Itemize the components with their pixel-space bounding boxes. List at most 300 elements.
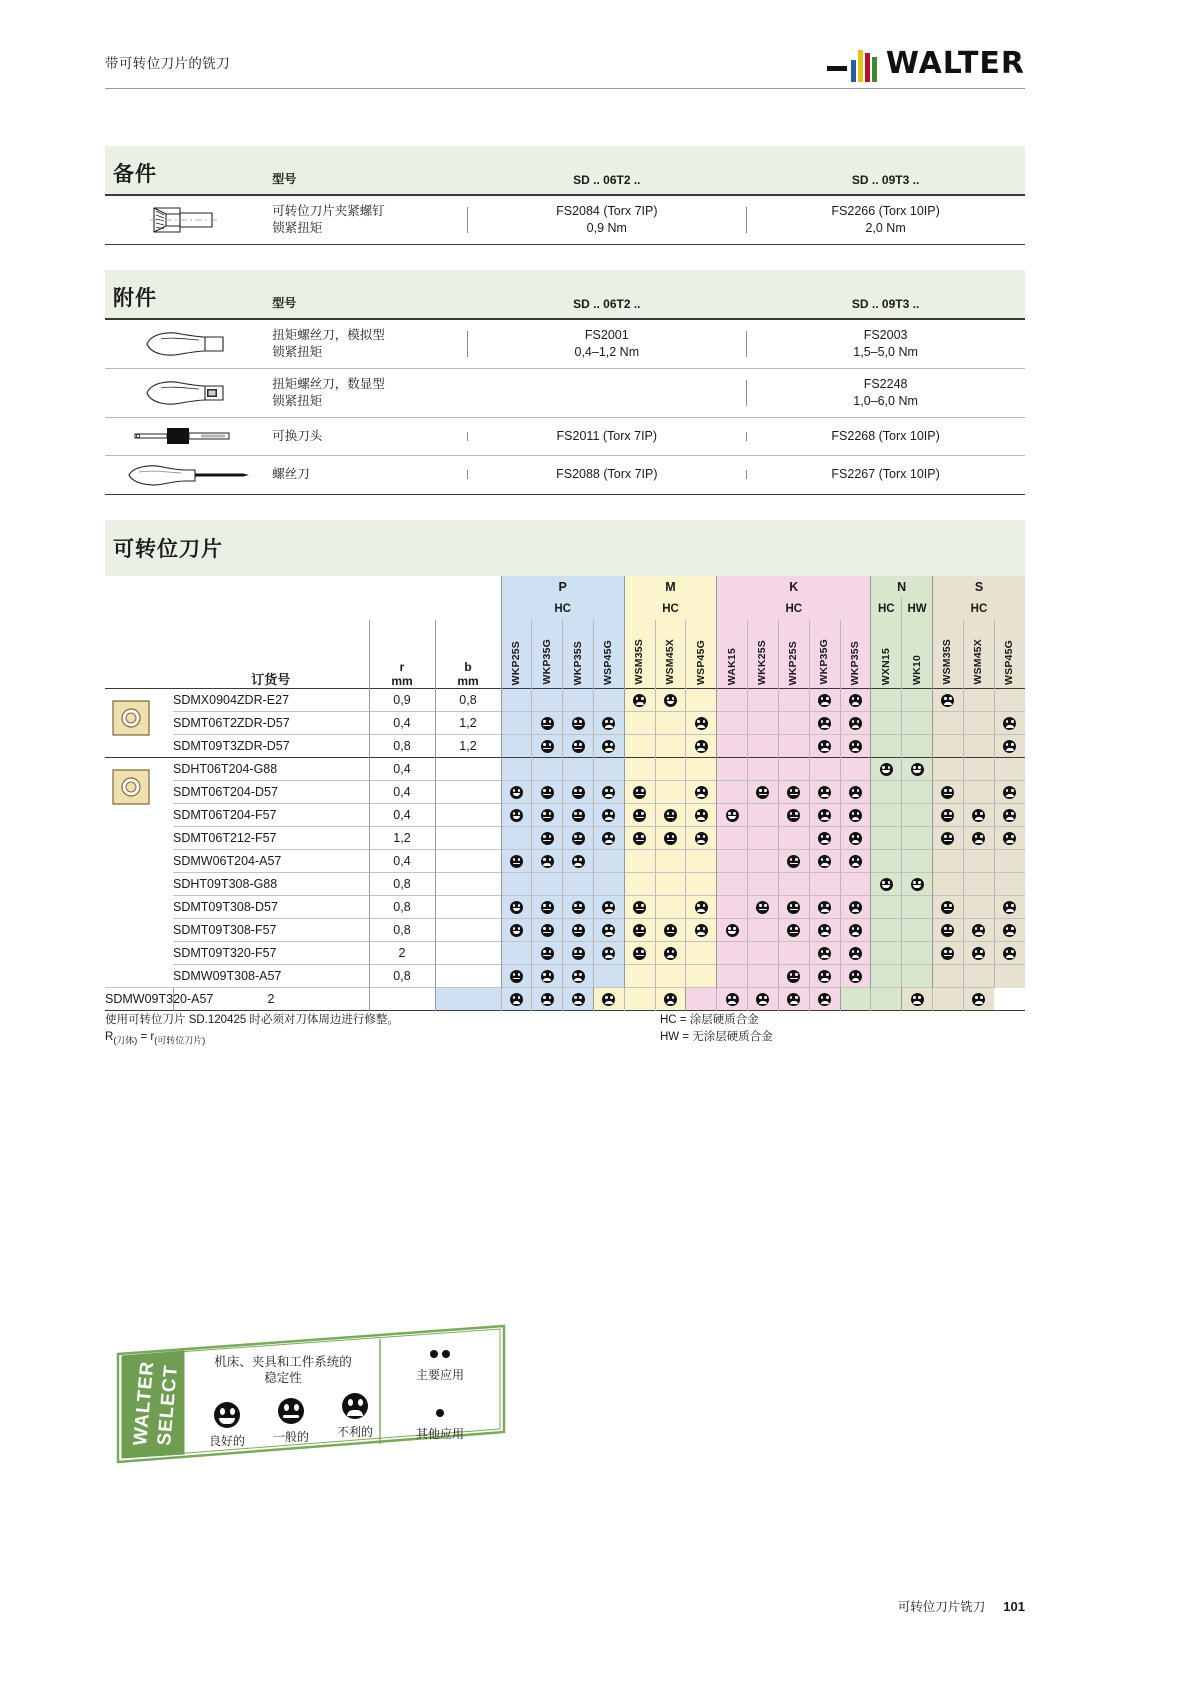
footnote-r-body-sub: (刀体): [113, 1035, 138, 1046]
rating-cell: [532, 758, 563, 781]
corner-radius-cell: 0,8: [369, 965, 435, 988]
rating-cell: [932, 873, 963, 896]
rating-cell: [624, 781, 655, 804]
walter-select-heading-line2: 稳定性: [264, 1371, 302, 1385]
rating-cell: [563, 988, 594, 1011]
smiley-sad-icon: [664, 993, 677, 1006]
smiley-sad-icon: [818, 786, 831, 799]
rating-cell: [655, 689, 686, 712]
rating-cell: [501, 781, 532, 804]
rating-cell: [717, 919, 748, 942]
width-b-cell: [435, 850, 501, 873]
rating-cell: [717, 781, 748, 804]
rating-cell: [902, 896, 933, 919]
rating-cell: [994, 896, 1025, 919]
coating-row: [105, 598, 1025, 620]
accessory-name: [272, 466, 467, 483]
smiley-neutral-icon: [541, 809, 554, 822]
width-b-cell: [435, 758, 501, 781]
spare-parts-col-sd2: SD .. 09T3 ..: [851, 173, 920, 187]
walter-select-brand-line1: WALTER: [130, 1360, 159, 1447]
grade-header-wsp45g: WSP45G: [994, 620, 1025, 689]
smiley-sad-icon: [541, 970, 554, 983]
footnote-left-line1: 使用可转位刀片 SD.120425 时必须对刀体周边进行修整。: [105, 1014, 399, 1026]
rating-cell: [932, 965, 963, 988]
smiley-sad-icon: [602, 924, 615, 937]
spare-part-sd1: [467, 203, 746, 237]
rating-bad-label: 不利的: [336, 1425, 373, 1439]
rating-cell: [840, 896, 871, 919]
rating-cell: [593, 689, 624, 712]
rating-cell: [686, 781, 717, 804]
rating-cell: [748, 712, 779, 735]
coating-hc-s: HC: [932, 598, 1025, 620]
rating-cell: [994, 942, 1025, 965]
smiley-sad-icon: [602, 717, 615, 730]
width-b-cell: [435, 942, 501, 965]
table-bottom-rule: [105, 1011, 1025, 1012]
rating-cell: [717, 758, 748, 781]
rating-cell: [902, 988, 933, 1011]
smiley-neutral-icon: [633, 786, 646, 799]
rating-cell: [501, 827, 532, 850]
smiley-sad-icon: [818, 947, 831, 960]
smiley-sad-icon: [695, 786, 708, 799]
rating-cell: [809, 919, 840, 942]
smiley-sad-icon: [911, 993, 924, 1006]
accessory-sd1-line1: FS2011 (Torx 7IP): [556, 428, 658, 443]
accessory-name-line2: 锁紧扭矩: [272, 393, 323, 408]
rating-cell: [932, 781, 963, 804]
rating-cell: [809, 827, 840, 850]
rating-cell: [655, 896, 686, 919]
countersunk-screw-icon: [105, 204, 272, 236]
rating-cell: [624, 712, 655, 735]
smiley-sad-icon: [695, 809, 708, 822]
rating-cell: [686, 873, 717, 896]
rating-cell: [748, 988, 779, 1011]
accessories-col-model: 型号: [272, 296, 297, 310]
spare-parts-block: [105, 146, 1025, 245]
rating-cell: [809, 942, 840, 965]
rating-cell: [748, 942, 779, 965]
rating-cell: [532, 873, 563, 896]
order-number-cell: SDMW09T308-A57: [173, 965, 369, 988]
corner-radius-cell: 0,4: [369, 850, 435, 873]
smiley-neutral-icon: [572, 740, 585, 753]
rating-cell: [994, 735, 1025, 758]
rating-cell: [994, 919, 1025, 942]
one-dot-icon: [394, 1404, 486, 1422]
accessory-sd2-line1: FS2268 (Torx 10IP): [831, 428, 940, 443]
smiley-sad-icon: [695, 924, 708, 937]
rating-cell: [593, 942, 624, 965]
rating-cell: [532, 988, 563, 1011]
rating-cell: [593, 827, 624, 850]
rating-cell: [501, 873, 532, 896]
corner-radius-cell: 0,8: [369, 919, 435, 942]
rating-cell: [686, 758, 717, 781]
rating-cell: [563, 781, 594, 804]
rating-cell: [778, 827, 809, 850]
rating-cell: [593, 896, 624, 919]
rating-cell: [532, 689, 563, 712]
smiley-good-icon: [664, 694, 677, 707]
rating-cell: [686, 712, 717, 735]
rating-good-item: [204, 1402, 250, 1449]
accessories-col-sd2: SD .. 09T3 ..: [851, 297, 920, 311]
corner-radius-cell: 1,2: [369, 827, 435, 850]
accessory-sd1: [467, 327, 746, 361]
smiley-neutral-icon: [633, 832, 646, 845]
smiley-sad-icon: [602, 786, 615, 799]
spare-part-sd1-line2: 0,9 Nm: [586, 220, 627, 235]
smiley-neutral-icon: [541, 717, 554, 730]
smiley-sad-icon: [1003, 901, 1016, 914]
order-number-cell: SDMT09T308-D57: [173, 896, 369, 919]
smiley-neutral-icon: [941, 901, 954, 914]
rating-cell: [902, 827, 933, 850]
smiley-sad-icon: [602, 947, 615, 960]
rating-cell: [717, 850, 748, 873]
smiley-sad-icon: [602, 901, 615, 914]
smiley-good-icon: [726, 809, 739, 822]
smiley-sad-icon: [695, 832, 708, 845]
smiley-sad-icon: [572, 855, 585, 868]
rating-cell: [871, 758, 902, 781]
rating-cell: [932, 712, 963, 735]
accessory-sd2-line1: FS2267 (Torx 10IP): [831, 467, 940, 482]
accessory-name-line2: 锁紧扭矩: [272, 344, 323, 359]
table-row: [105, 758, 1025, 781]
footnote-r-insert: = r: [140, 1031, 155, 1043]
rating-cell: [778, 781, 809, 804]
rating-cell: [963, 712, 994, 735]
rating-cell: [717, 712, 748, 735]
rating-cell: [717, 873, 748, 896]
app-primary-label: 主要应用: [415, 1368, 464, 1382]
rating-cell: [532, 942, 563, 965]
smiley-sad-icon: [1003, 832, 1016, 845]
rating-cell: [871, 804, 902, 827]
rating-cell: [932, 919, 963, 942]
smiley-sad-icon: [972, 832, 985, 845]
smiley-sad-icon: [849, 947, 862, 960]
smiley-sad-icon: [972, 993, 985, 1006]
rating-cell: [717, 988, 748, 1011]
corner-radius-cell: 0,4: [369, 804, 435, 827]
rating-cell: [748, 873, 779, 896]
smiley-sad-icon: [849, 740, 862, 753]
rating-cell: [593, 758, 624, 781]
rating-cell: [809, 735, 840, 758]
rating-cell: [840, 712, 871, 735]
table-row: [105, 896, 1025, 919]
rating-cell: [563, 896, 594, 919]
rating-cell: [778, 873, 809, 896]
rating-cell: [963, 919, 994, 942]
rating-cell: [778, 919, 809, 942]
rating-cell: [624, 873, 655, 896]
smiley-sad-icon: [787, 993, 800, 1006]
accessories-header: [105, 270, 1025, 318]
smiley-neutral-icon: [541, 832, 554, 845]
rating-cell: [994, 781, 1025, 804]
rating-cell: [778, 965, 809, 988]
rating-cell: [840, 781, 871, 804]
rating-cell: [563, 735, 594, 758]
smiley-neutral-icon: [572, 809, 585, 822]
coating-hc-p: HC: [501, 598, 624, 620]
footnote-right: [660, 1012, 1000, 1046]
walter-logo: [827, 42, 1025, 86]
rating-cell: [748, 735, 779, 758]
smiley-sad-icon: [849, 924, 862, 937]
smiley-sad-icon: [633, 694, 646, 707]
smiley-neutral-icon: [787, 924, 800, 937]
rating-cell: [532, 735, 563, 758]
rating-cell: [593, 988, 624, 1011]
accessory-name-line1: 扭矩螺丝刀，模拟型: [272, 327, 385, 342]
rating-cell: [532, 827, 563, 850]
grade-header-wsp45g: WSP45G: [686, 620, 717, 689]
rating-cell: [563, 689, 594, 712]
order-number-header: 订货号: [251, 672, 291, 687]
rating-cell: [593, 850, 624, 873]
smiley-neutral-icon: [633, 809, 646, 822]
page-title: 带可转位刀片的铣刀: [105, 56, 231, 71]
rating-cell: [902, 689, 933, 712]
smiley-neutral-icon: [941, 832, 954, 845]
spare-part-sd2-line2: 2,0 Nm: [865, 220, 906, 235]
order-number-cell: SDHT06T204-G88: [173, 758, 369, 781]
rating-cell: [871, 873, 902, 896]
rating-cell: [624, 804, 655, 827]
order-number-cell: SDMT06T204-D57: [173, 781, 369, 804]
smiley-sad-icon: [849, 901, 862, 914]
smiley-sad-icon: [602, 740, 615, 753]
footnote-r-insert-sub: (可转位刀片): [154, 1035, 206, 1046]
rating-cell: [717, 942, 748, 965]
width-b-cell: [435, 804, 501, 827]
accessory-name: [272, 376, 467, 410]
rating-cell: [717, 896, 748, 919]
smiley-sad-icon: [972, 809, 985, 822]
rating-cell: [994, 689, 1025, 712]
rating-cell: [778, 735, 809, 758]
corner-radius-cell: 0,9: [369, 689, 435, 712]
width-b-cell: [435, 896, 501, 919]
grade-header-wkp35s: WKP35S: [563, 620, 594, 689]
rating-cell: [932, 804, 963, 827]
rating-cell: [994, 827, 1025, 850]
rating-cell: [655, 873, 686, 896]
rating-cell: [778, 712, 809, 735]
corner-radius-cell: 0,4: [369, 758, 435, 781]
accessory-sd2-line1: FS2003: [863, 327, 908, 342]
rating-cell: [655, 919, 686, 942]
rating-cell: [778, 988, 809, 1011]
rating-cell: [809, 781, 840, 804]
smiley-neutral-icon: [787, 855, 800, 868]
accessory-sd1-line1: FS2088 (Torx 7IP): [556, 467, 658, 482]
rating-cell: [501, 804, 532, 827]
rating-cell: [686, 827, 717, 850]
smiley-neutral-icon: [572, 717, 585, 730]
rating-cell: [809, 896, 840, 919]
width-b-cell: 1,2: [435, 735, 501, 758]
rating-cell: [748, 850, 779, 873]
rating-cell: [902, 804, 933, 827]
accessory-name-line1: 可换刀头: [272, 428, 323, 443]
rating-cell: [748, 965, 779, 988]
accessory-sd2-line2: 1,5–5,0 Nm: [853, 344, 918, 359]
grade-header-wkp35g: WKP35G: [532, 620, 563, 689]
smiley-neutral-icon: [633, 924, 646, 937]
smiley-neutral-icon: [787, 901, 800, 914]
rating-cell: [593, 919, 624, 942]
smiley-sad-icon: [849, 970, 862, 983]
smiley-neutral-icon: [572, 924, 585, 937]
spare-part-sd2: [746, 203, 1025, 237]
grade-header-wkp25s: WKP25S: [501, 620, 532, 689]
smiley-neutral-icon: [756, 901, 769, 914]
smiley-sad-icon: [342, 1393, 368, 1419]
rating-cell: [748, 804, 779, 827]
smiley-sad-icon: [510, 993, 523, 1006]
spare-part-sd1-line1: FS2084 (Torx 7IP): [556, 203, 658, 218]
smiley-good-icon: [510, 924, 523, 937]
rating-cell: [501, 988, 532, 1011]
smiley-neutral-icon: [941, 809, 954, 822]
smiley-sad-icon: [972, 947, 985, 960]
smiley-sad-icon: [849, 694, 862, 707]
material-group-n: N: [871, 576, 933, 598]
rating-cell: [717, 804, 748, 827]
rating-cell: [994, 758, 1025, 781]
rating-cell: [717, 965, 748, 988]
spare-parts-header: [105, 146, 1025, 194]
width-b-cell: [435, 965, 501, 988]
rating-cell: [994, 965, 1025, 988]
smiley-neutral-icon: [572, 901, 585, 914]
rating-cell: [932, 988, 963, 1011]
table-row: [105, 804, 1025, 827]
inserts-title: 可转位刀片: [113, 538, 223, 561]
smiley-neutral-icon: [510, 855, 523, 868]
rating-cell: [963, 689, 994, 712]
rating-cell: [963, 850, 994, 873]
corner-radius-cell: 2: [173, 988, 369, 1011]
rating-cell: [563, 965, 594, 988]
rating-cell: [686, 735, 717, 758]
rating-cell: [624, 988, 655, 1011]
rating-cell: [963, 873, 994, 896]
smiley-sad-icon: [849, 717, 862, 730]
rating-cell: [932, 758, 963, 781]
rating-cell: [624, 942, 655, 965]
rating-cell: [809, 850, 840, 873]
rating-cell: [963, 988, 994, 1011]
walter-select-brand-line2: SELECT: [154, 1363, 183, 1447]
rating-cell: [902, 850, 933, 873]
smiley-good-icon: [214, 1402, 240, 1428]
accessory-sd1: [467, 428, 746, 445]
table-row: [105, 781, 1025, 804]
rating-cell: [994, 804, 1025, 827]
grade-row: [105, 620, 1025, 689]
accessories-col-sd1: SD .. 06T2 ..: [573, 297, 641, 311]
smiley-sad-icon: [1003, 740, 1016, 753]
rating-cell: [748, 919, 779, 942]
spare-part-name-line2: 锁紧扭矩: [272, 220, 323, 235]
rating-cell: [532, 850, 563, 873]
rating-cell: [532, 804, 563, 827]
rating-cell: [717, 735, 748, 758]
order-number-cell: SDMT09T3ZDR-D57: [173, 735, 369, 758]
width-b-cell: [435, 781, 501, 804]
order-number-cell: SDMW09T320-A57: [105, 988, 173, 1011]
rating-cell: [655, 965, 686, 988]
walter-select-heading: [198, 1354, 368, 1386]
rating-cell: [840, 804, 871, 827]
rating-cell: [871, 689, 902, 712]
rating-cell: [655, 758, 686, 781]
rating-cell: [748, 689, 779, 712]
rating-cell: [655, 988, 686, 1011]
accessory-sd1-line2: 0,4–1,2 Nm: [574, 344, 640, 359]
width-b-cell: 0,8: [435, 689, 501, 712]
rating-cell: [963, 781, 994, 804]
rating-cell: [593, 781, 624, 804]
walter-select-panel: [112, 1320, 512, 1470]
rating-cell: [840, 827, 871, 850]
smiley-neutral-icon: [572, 786, 585, 799]
smiley-neutral-icon: [941, 947, 954, 960]
coating-hc-n: HC: [871, 598, 902, 620]
group-row: [105, 576, 1025, 598]
smiley-sad-icon: [818, 993, 831, 1006]
rating-cell: [655, 735, 686, 758]
rating-cell: [624, 919, 655, 942]
table-row: [105, 988, 1025, 1011]
smiley-sad-icon: [695, 717, 708, 730]
rating-cell: [871, 988, 902, 1011]
smiley-good-icon: [510, 809, 523, 822]
icon-col-header: [105, 620, 173, 689]
smiley-good-icon: [510, 786, 523, 799]
smiley-good-icon: [880, 878, 893, 891]
inserts-table: [105, 576, 1025, 1011]
smiley-neutral-icon: [633, 947, 646, 960]
grade-header-wak15: WAK15: [717, 620, 748, 689]
rating-cell: [871, 735, 902, 758]
smiley-sad-icon: [818, 717, 831, 730]
smiley-sad-icon: [541, 855, 554, 868]
coating-hc-k: HC: [717, 598, 871, 620]
smiley-sad-icon: [664, 947, 677, 960]
smiley-sad-icon: [572, 970, 585, 983]
grade-header-wsp45g: WSP45G: [593, 620, 624, 689]
table-row: [105, 942, 1025, 965]
rating-cell: [563, 919, 594, 942]
rating-cell: [748, 827, 779, 850]
smiley-sad-icon: [1003, 717, 1016, 730]
corner-radius-cell: 0,8: [369, 873, 435, 896]
spare-part-name-line1: 可转位刀片夹紧螺钉: [272, 203, 385, 218]
rating-cell: [748, 781, 779, 804]
rating-cell: [624, 735, 655, 758]
